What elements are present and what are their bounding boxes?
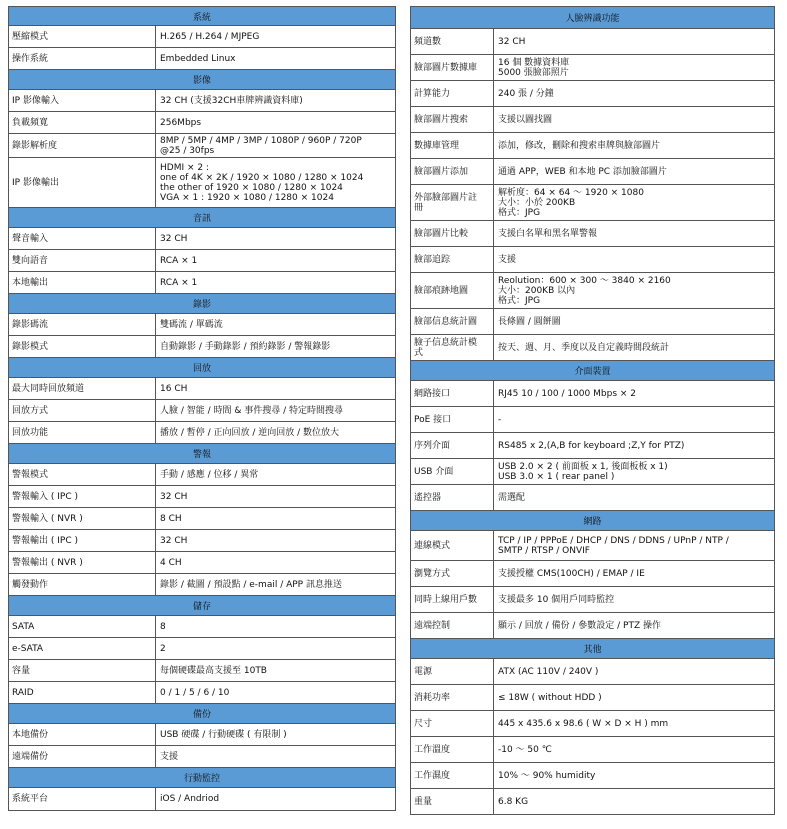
- spec-value: 播放 / 暫停 / 正向回放 / 逆向回放 / 數位放大: [160, 427, 340, 438]
- spec-row: [8, 788, 396, 811]
- spec-value: 支援白名單和黑名單警報: [498, 228, 598, 239]
- spec-label: 網路接口: [411, 381, 494, 406]
- spec-row: [410, 221, 775, 247]
- spec-row: [8, 486, 396, 508]
- section-header: 影像: [8, 70, 396, 90]
- spec-value: 8 CH: [160, 513, 182, 524]
- spec-row: [8, 638, 396, 660]
- spec-row: [410, 737, 775, 763]
- spec-label: SATA: [9, 616, 156, 637]
- spec-value: 4 CH: [160, 557, 182, 568]
- spec-value: H.265 / H.264 / MJPEG: [160, 31, 260, 42]
- spec-value: 32 CH: [160, 233, 188, 244]
- spec-row: [410, 133, 775, 159]
- spec-value: iOS / Andriod: [160, 794, 220, 804]
- spec-row: [8, 574, 396, 596]
- spec-row: [8, 26, 396, 48]
- spec-value: -10 ～ 50 ℃: [498, 744, 552, 755]
- spec-row: [8, 552, 396, 574]
- spec-label: 負載頻寬: [9, 112, 156, 133]
- spec-row: [410, 561, 775, 587]
- spec-label: 錄影模式: [9, 336, 156, 357]
- spec-row: [410, 81, 775, 107]
- spec-label: 重量: [411, 789, 494, 814]
- spec-value: 32 CH (支援32CH車牌辨識資料庫): [160, 95, 303, 106]
- spec-label: 瀏覽方式: [411, 561, 494, 586]
- spec-value: Reolution：600 × 300 ～ 3840 × 2160 大小：200KB 以內 格式：JPG: [498, 275, 671, 306]
- spec-label: 臉部圖片搜索: [411, 107, 494, 132]
- spec-value: 8: [160, 621, 166, 632]
- spec-row: [410, 459, 775, 485]
- spec-value: ATX (AC 110V / 240V ): [498, 666, 599, 677]
- spec-row: [8, 134, 396, 158]
- spec-row: [410, 381, 775, 407]
- spec-label: 警報模式: [9, 464, 156, 485]
- spec-row: [8, 250, 396, 272]
- spec-value: 錄影 / 截圖 / 預設點 / e-mail / APP 訊息推送: [160, 579, 342, 590]
- spec-label: 最大同時回放頻道: [9, 378, 156, 399]
- spec-value: 長條圖 / 圓餅圖: [498, 316, 561, 327]
- spec-table-left: [8, 6, 396, 811]
- section-header: 網路: [410, 511, 775, 531]
- spec-row: [410, 711, 775, 737]
- spec-row: [410, 685, 775, 711]
- spec-value: 8MP / 5MP / 4MP / 3MP / 1080P / 960P / 720P @25 / 30fps: [160, 135, 362, 156]
- spec-row: [410, 335, 775, 361]
- spec-label: 臉子信息統計模 式: [411, 335, 494, 360]
- spec-row: [8, 530, 396, 552]
- spec-label: 回放方式: [9, 400, 156, 421]
- spec-label: 回放功能: [9, 422, 156, 443]
- spec-value: 支援授權 CMS(100CH) / EMAP / IE: [498, 568, 645, 579]
- spec-row: [410, 273, 775, 309]
- spec-value: USB 2.0 × 2 ( 前面板 x 1, 後面板板 x 1) USB 3.0 × 1 ( rear panel ): [498, 461, 668, 482]
- spec-value: HDMI × 2 : one of 4K × 2K / 1920 × 1080 / 1280 × 1024 the other of 1920 × 1080 / 1280 × 1024 VGA × 1 : 1920 × 1080 / 1280 × 1024: [160, 162, 364, 203]
- spec-label: 操作系統: [9, 48, 156, 69]
- section-header: 人臉辨識功能: [410, 6, 775, 29]
- spec-row: [8, 400, 396, 422]
- spec-label: 警報輸出 ( NVR ): [9, 552, 156, 573]
- spec-value: ≤ 18W ( without HDD ): [498, 692, 602, 703]
- spec-value: 10% ～ 90% humidity: [498, 770, 596, 781]
- section-header: 行動監控: [8, 768, 396, 788]
- spec-value: 256Mbps: [160, 117, 202, 128]
- spec-value: 添加，修改，刪除和搜索車牌與臉部圖片: [498, 140, 661, 151]
- spec-row: [8, 464, 396, 486]
- spec-label: 工作溫度: [411, 737, 494, 762]
- spec-row: [8, 48, 396, 70]
- spec-row: [8, 746, 396, 768]
- spec-label: 聲音輸入: [9, 228, 156, 249]
- spec-value: -: [498, 414, 502, 425]
- spec-value: 32 CH: [160, 491, 188, 502]
- spec-label: 工作濕度: [411, 763, 494, 788]
- spec-value: Embedded Linux: [160, 53, 236, 64]
- spec-value: TCP / IP / PPPoE / DHCP / DNS / DDNS / UPnP / NTP / SMTP / RTSP / ONVIF: [498, 535, 729, 556]
- spec-label: 連線模式: [411, 531, 494, 560]
- spec-label: 本地輸出: [9, 272, 156, 293]
- spec-row: [410, 247, 775, 273]
- spec-row: [410, 613, 775, 639]
- spec-label: 雙向語音: [9, 250, 156, 271]
- spec-value: USB 硬碟 / 行動硬碟 ( 有限制 ): [160, 729, 287, 740]
- spec-row: [410, 485, 775, 511]
- spec-value: RCA × 1: [160, 277, 198, 288]
- spec-row: [8, 112, 396, 134]
- section-header: 警報: [8, 444, 396, 464]
- spec-row: [410, 789, 775, 815]
- spec-value: 240 張 / 分鐘: [498, 88, 554, 99]
- spec-row: [8, 272, 396, 294]
- spec-value: 手動 / 感應 / 位移 / 異常: [160, 469, 259, 480]
- spec-row: [410, 531, 775, 561]
- spec-row: [410, 407, 775, 433]
- spec-row: [410, 29, 775, 55]
- spec-label: 臉部圖片添加: [411, 159, 494, 184]
- spec-value: 自動錄影 / 手動錄影 / 預約錄影 / 警報錄影: [160, 341, 331, 352]
- section-header: 錄影: [8, 294, 396, 314]
- spec-label: 外部臉部圖片註 冊: [411, 185, 494, 220]
- spec-row: [8, 724, 396, 746]
- spec-row: [410, 185, 775, 221]
- spec-value: 支援以圖找圖: [498, 114, 553, 125]
- spec-row: [8, 228, 396, 250]
- spec-value: 6.8 KG: [498, 796, 529, 807]
- spec-value: 32 CH: [160, 535, 188, 546]
- spec-row: [8, 660, 396, 682]
- spec-label: 電源: [411, 659, 494, 684]
- spec-row: [8, 378, 396, 400]
- spec-label: RAID: [9, 682, 156, 703]
- spec-label: USB 介面: [411, 459, 494, 484]
- spec-label: 遠端控制: [411, 613, 494, 638]
- spec-value: 支援最多 10 個用戶同時監控: [498, 594, 615, 605]
- spec-label: 同時上線用戶數: [411, 587, 494, 612]
- spec-value: RJ45 10 / 100 / 1000 Mbps × 2: [498, 388, 636, 399]
- spec-table-right: [410, 6, 775, 815]
- spec-label: e-SATA: [9, 638, 156, 659]
- spec-label: 頻道數: [411, 29, 494, 54]
- spec-row: [8, 314, 396, 336]
- spec-row: [410, 159, 775, 185]
- spec-value: 支援: [498, 254, 517, 265]
- spec-label: 錄影碼流: [9, 314, 156, 335]
- spec-label: 系統平台: [9, 788, 156, 810]
- spec-row: [410, 763, 775, 789]
- spec-value: 按天、週、月、季度以及自定義時間段統計: [498, 342, 670, 353]
- spec-row: [8, 422, 396, 444]
- section-header: 其他: [410, 639, 775, 659]
- section-header: 備份: [8, 704, 396, 724]
- spec-label: IP 影像輸入: [9, 90, 156, 111]
- spec-label: 警報輸入 ( IPC ): [9, 486, 156, 507]
- spec-label: 臉部痕跡地圖: [411, 273, 494, 308]
- spec-value: 每個硬碟最高支援至 10TB: [160, 665, 267, 676]
- spec-label: 臉部信息統計圖: [411, 309, 494, 334]
- spec-row: [410, 55, 775, 81]
- spec-label: 序列介面: [411, 433, 494, 458]
- spec-row: [410, 309, 775, 335]
- spec-label: 容量: [9, 660, 156, 681]
- spec-value: 16 個 數據資料庫 5000 張臉部照片: [498, 57, 570, 78]
- spec-row: [410, 659, 775, 685]
- spec-label: 遠端備份: [9, 746, 156, 767]
- spec-row: [410, 433, 775, 459]
- spec-label: 警報輸入 ( NVR ): [9, 508, 156, 529]
- section-header: 儲存: [8, 596, 396, 616]
- spec-label: IP 影像輸出: [9, 158, 156, 207]
- spec-value: RS485 x 2,(A,B for keyboard ;Z,Y for PTZ): [498, 440, 685, 451]
- spec-label: 本地備份: [9, 724, 156, 745]
- spec-value: 0 / 1 / 5 / 6 / 10: [160, 687, 230, 698]
- spec-row: [8, 336, 396, 358]
- spec-label: 觸發動作: [9, 574, 156, 595]
- spec-value: 需選配: [498, 492, 526, 503]
- spec-label: 尺寸: [411, 711, 494, 736]
- spec-value: 解析度：64 × 64 ～ 1920 × 1080 大小：小於 200KB 格式：JPG: [498, 187, 644, 218]
- spec-value: 雙碼流 / 單碼流: [160, 319, 223, 330]
- spec-label: 錄影解析度: [9, 134, 156, 157]
- spec-value: 通過 APP，WEB 和本地 PC 添加臉部圖片: [498, 166, 667, 177]
- section-header: 介面裝置: [410, 361, 775, 381]
- spec-label: 計算能力: [411, 81, 494, 106]
- spec-label: 臉部圖片數據庫: [411, 55, 494, 80]
- spec-value: 人臉 / 智能 / 時間 & 事件搜尋 / 特定時間搜尋: [160, 405, 344, 416]
- spec-row: [8, 616, 396, 638]
- spec-row: [8, 682, 396, 704]
- spec-value: RCA × 1: [160, 255, 198, 266]
- spec-label: 警報輸出 ( IPC ): [9, 530, 156, 551]
- spec-row: [8, 158, 396, 208]
- spec-label: 臉部追踪: [411, 247, 494, 272]
- spec-value: 16 CH: [160, 383, 188, 394]
- spec-value: 445 x 435.6 x 98.6 ( W × D × H ) mm: [498, 718, 669, 729]
- spec-value: 支援: [160, 751, 179, 762]
- spec-label: 臉部圖片比較: [411, 221, 494, 246]
- spec-row: [410, 587, 775, 613]
- spec-row: [8, 508, 396, 530]
- section-header: 回放: [8, 358, 396, 378]
- spec-label: 數據庫管理: [411, 133, 494, 158]
- spec-label: 壓縮模式: [9, 26, 156, 47]
- spec-value: 2: [160, 643, 166, 654]
- section-header: 系統: [8, 6, 396, 26]
- spec-row: [8, 90, 396, 112]
- spec-label: 消耗功率: [411, 685, 494, 710]
- spec-row: [410, 107, 775, 133]
- spec-label: 遙控器: [411, 485, 494, 510]
- spec-label: PoE 接口: [411, 407, 494, 432]
- spec-value: 顯示 / 回放 / 備份 / 參數設定 / PTZ 操作: [498, 620, 661, 631]
- spec-value: 32 CH: [498, 36, 526, 47]
- section-header: 音訊: [8, 208, 396, 228]
